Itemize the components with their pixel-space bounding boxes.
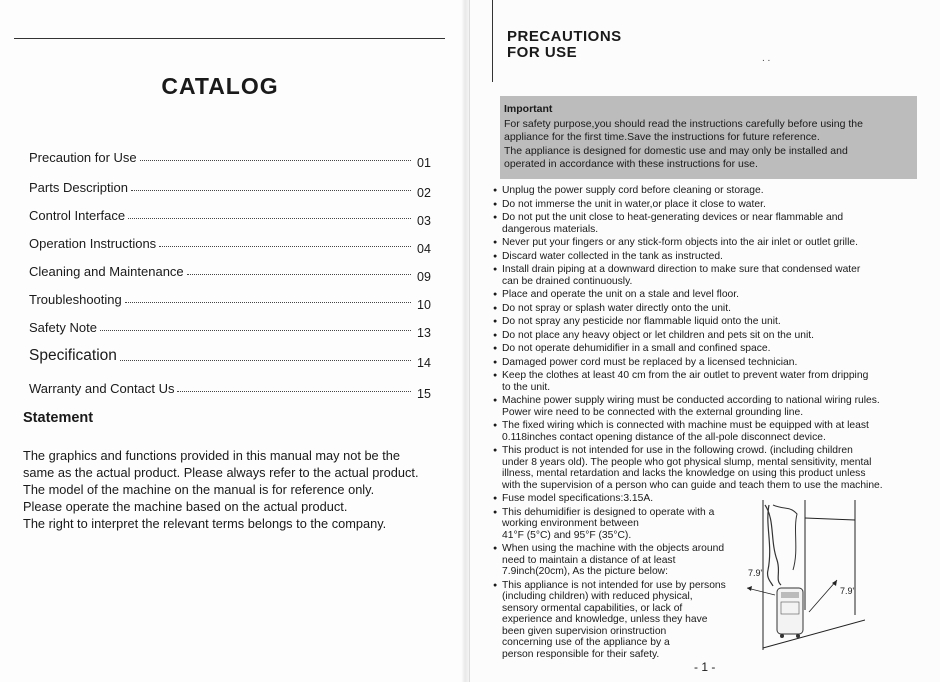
precaution-bullet-line: need to maintain a distance of at least <box>502 554 676 566</box>
precaution-bullet <box>493 343 913 355</box>
toc-leader-dots <box>128 217 411 219</box>
section-side-rule <box>492 0 493 82</box>
precaution-bullet-line: ● Do not spray any pesticide nor flammable liquid onto the unit. <box>502 316 781 327</box>
statement-line: same as the actual product. Please always refer to the actual product. <box>23 465 419 480</box>
toc-entry[interactable] <box>29 315 439 340</box>
precautions-title-line: FOR USE <box>507 44 578 61</box>
precaution-bullet <box>493 420 913 443</box>
precaution-bullet <box>493 199 913 211</box>
important-notice-box <box>500 96 917 179</box>
toc-entry[interactable] <box>29 145 439 170</box>
toc-entry[interactable] <box>29 259 439 284</box>
toc-entry-page: 13 <box>417 326 431 340</box>
important-line: appliance for the first time.Save the instructions for future reference. <box>504 131 820 144</box>
precaution-bullet-line: person responsible for their safety. <box>502 648 660 660</box>
precaution-bullet-line: ● Do not spray or splash water directly onto the unit. <box>502 302 731 314</box>
wheel-icon <box>796 634 800 638</box>
page-fold-shadow <box>461 0 469 682</box>
toc-leader-dots <box>187 273 411 275</box>
toc-entry[interactable] <box>29 287 439 312</box>
toc-leader-dots <box>140 159 411 161</box>
precautions-title-line: PRECAUTIONS <box>507 28 622 45</box>
toc-entry-page: 15 <box>417 387 431 401</box>
precaution-bullet-line: Power wire need to be connected with the external grounding line. <box>502 406 804 418</box>
precaution-bullet-line: illness, mental retardation and lacks the knowledge on using this product unless <box>502 468 866 479</box>
precaution-bullet-line: ● Discard water collected in the tank as instructed. <box>502 250 723 262</box>
precaution-bullet-line: ● Keep the clothes at least 40 cm from the air outlet to prevent water from dripping <box>502 370 869 381</box>
stray-mark: . . <box>762 53 771 64</box>
precaution-bullet <box>493 357 913 369</box>
precaution-bullet-line: ● Do not put the unit close to heat-generating devices or near flammable and <box>502 212 844 223</box>
precaution-bullet-line: 7.9inch(20cm), As the picture below: <box>502 566 668 577</box>
precaution-bullet-line: sensory ormental capabilities, or lack of <box>502 602 683 614</box>
precaution-bullet-line: ● Place and operate the unit on a stale and level floor. <box>502 289 739 300</box>
toc-leader-dots <box>159 245 411 247</box>
important-heading: Important <box>504 103 553 115</box>
statement-line: The right to interpret the relevant terms belongs to the company. <box>23 516 387 531</box>
precaution-bullet-line: ● When using the machine with the objects around <box>502 543 725 554</box>
statement-title: Statement <box>23 410 94 426</box>
precaution-bullet-line: (including children) with reduced physical, <box>502 591 693 602</box>
clearance-arrow <box>809 580 837 612</box>
precaution-bullet-line: ● This dehumidifier is designed to operate with a <box>502 506 715 518</box>
precaution-bullet-line: to the unit. <box>502 381 551 393</box>
precaution-bullet <box>493 330 913 342</box>
arrow-head <box>747 586 752 591</box>
precaution-bullet <box>493 395 913 418</box>
precaution-bullet-line: ● Install drain piping at a downward direction to make sure that condensed water <box>502 264 861 275</box>
important-line: For safety purpose,you should read the instructions carefully before using the <box>504 118 863 130</box>
page-number: - 1 - <box>694 660 716 674</box>
dehumidifier-panel <box>781 592 799 598</box>
precaution-bullet <box>493 303 913 315</box>
precaution-bullet-line: dangerous materials. <box>502 223 599 235</box>
precaution-bullet-line: ● Do not immerse the unit in water,or place it close to water. <box>502 198 766 210</box>
precaution-bullet <box>493 237 913 249</box>
window-frame <box>805 518 855 520</box>
toc-entry-page: 01 <box>417 156 431 170</box>
toc-leader-dots <box>131 189 411 191</box>
important-line: The appliance is designed for domestic use and may only be installed and <box>504 144 848 157</box>
toc-leader-dots <box>177 390 411 392</box>
wheel-icon <box>780 634 784 638</box>
precaution-bullet-line: experience and knowledge, unless they have <box>502 614 708 625</box>
toc-entry-label: Safety Note <box>29 320 97 335</box>
catalog-title: CATALOG <box>161 73 279 99</box>
statement-text <box>23 447 453 532</box>
precaution-bullet-line: can be drained continuously. <box>502 275 633 287</box>
toc-entry-label: Precaution for Use <box>29 150 137 165</box>
precaution-bullet <box>493 316 913 328</box>
toc-entry-label: Warranty and Contact Us <box>29 381 175 396</box>
toc-entry[interactable] <box>29 376 439 401</box>
toc-entry-label: Operation Instructions <box>29 236 157 251</box>
toc-entry-label: Cleaning and Maintenance <box>29 264 184 279</box>
precaution-bullet-line: with the supervision of a person who can guide and teach them to use the machine. <box>502 479 883 491</box>
statement-line: The model of the machine on the manual is for reference only. <box>23 482 375 497</box>
precaution-bullet <box>493 289 913 301</box>
precaution-bullet-line: under 8 years old). The people who got physical slump, mental sensitivity, mental <box>502 456 872 468</box>
toc-entry-label: Troubleshooting <box>29 292 122 307</box>
precaution-bullet <box>493 445 913 491</box>
precaution-bullet-line: ● Do not operate dehumidifier in a small and confined space. <box>502 343 771 354</box>
precaution-bullet-line: ● The fixed wiring which is connected with machine must be equipped with at least <box>502 420 869 431</box>
precaution-bullet-line: concerning use of the appliance by a <box>502 637 670 648</box>
toc-entry-label: Control Interface <box>29 208 126 223</box>
toc-entry-label: Specification <box>29 347 117 364</box>
precaution-bullet-line: ● Damaged power cord must be replaced by a licensed technician. <box>502 356 798 368</box>
toc-entry-page: 03 <box>417 214 431 228</box>
precaution-bullet <box>493 185 913 197</box>
toc-entry[interactable] <box>29 203 439 228</box>
precaution-bullet <box>493 251 913 263</box>
precaution-bullet <box>493 370 913 393</box>
precautions-title <box>507 29 622 61</box>
toc-leader-dots <box>120 359 411 361</box>
toc-entry-page: 04 <box>417 242 431 256</box>
toc-entry[interactable] <box>29 345 439 370</box>
precaution-bullet-line: 41°F (5°C) and 95°F (35°C). <box>502 529 632 541</box>
precaution-bullet <box>493 212 913 235</box>
toc-entry[interactable] <box>29 175 439 200</box>
precaution-bullet-line: ● Never put your fingers or any stick-form objects into the air inlet or outlet grille. <box>502 237 858 248</box>
precaution-bullet-line: ● This product is not intended for use in the following crowd. (including children <box>502 445 853 456</box>
statement-line: The graphics and functions provided in this manual may not be the <box>23 448 401 463</box>
precaution-bullet-line: ● Machine power supply wiring must be conducted according to national wiring rules. <box>502 395 880 406</box>
precaution-bullet-line: been given supervision orinstruction <box>502 625 667 637</box>
important-line: operated in accordance with these instructions for use. <box>504 158 758 171</box>
statement-line: Please operate the machine based on the actual product. <box>23 499 348 514</box>
precaution-bullet <box>493 264 913 287</box>
precaution-bullet-line: ● Do not place any heavy object or let children and pets sit on the unit. <box>502 329 814 341</box>
precaution-bullet-line: 0.118inches contact opening distance of the all-pole disconnect device. <box>502 431 826 443</box>
toc-entry[interactable] <box>29 231 439 256</box>
toc-entry-page: 14 <box>417 356 431 370</box>
toc-leader-dots <box>125 301 411 303</box>
clearance-label-right: 7.9" <box>840 586 856 596</box>
precaution-bullet-line: ● Fuse model specifications:3.15A. <box>502 493 654 504</box>
toc-entry-page: 10 <box>417 298 431 312</box>
clearance-label-left: 7.9" <box>748 568 764 578</box>
header-rule <box>14 38 445 39</box>
toc-leader-dots <box>100 329 411 331</box>
precaution-bullet-line: ● This appliance is not intended for use by persons <box>502 579 726 591</box>
precaution-bullet-line: working environment between <box>502 518 639 529</box>
toc-entry-page: 02 <box>417 186 431 200</box>
toc-entry-page: 09 <box>417 270 431 284</box>
precaution-bullet-line: ● Unplug the power supply cord before cleaning or storage. <box>502 185 764 196</box>
toc-entry-label: Parts Description <box>29 180 128 195</box>
